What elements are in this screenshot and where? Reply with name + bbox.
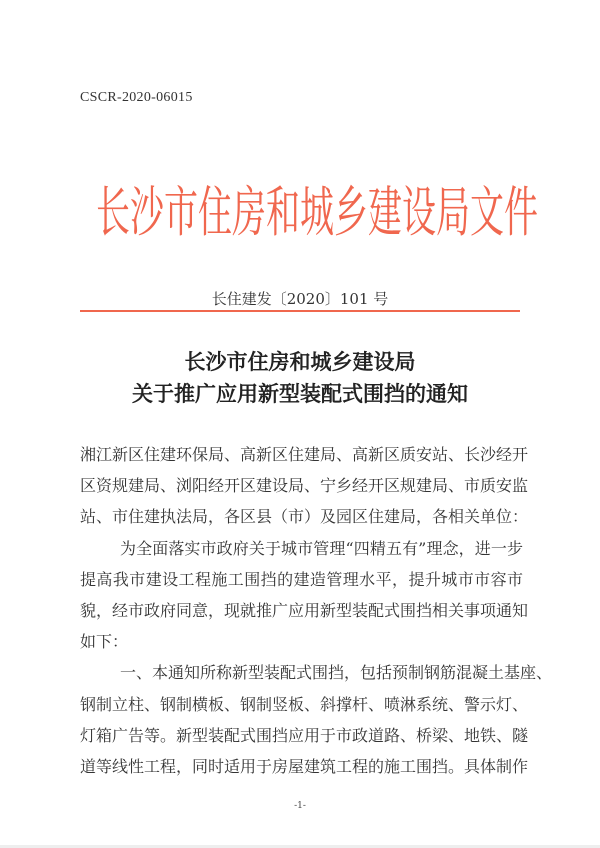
page-number: -1- [294,801,306,811]
body-line: 道等线性工程，同时适用于房屋建筑工程的施工围挡。具体制作 [80,757,529,776]
header-divider [80,310,520,312]
body-line: 一、本通知所称新型装配式围挡，包括预制钢筋混凝土基座、 [120,663,553,682]
record-code: CSCR-2020-06015 [80,90,193,105]
body-line: 为全面落实市政府关于城市管理“四精五有”理念，进一步 [120,539,523,558]
body-line: 提高我市建设工程施工围挡的建造管理水平，提升城市市容市 [80,570,523,589]
body-line: 灯箱广告等。新型装配式围挡应用于市政道路、桥梁、地铁、隧 [80,726,529,745]
document-number: 长住建发〔2020〕101 号 [211,290,389,308]
issuer-header: 长沙市住房和城乡建设局文件 [96,181,538,246]
body-line: 站、市住建执法局，各区县（市）及园区住建局，各相关单位： [80,507,529,526]
body-line: 区资规建局、浏阳经开区建设局、宁乡经开区规建局、市质安监 [80,476,529,495]
document-title-line-1: 长沙市住房和城乡建设局 [184,349,416,374]
body-line: 貌，经市政府同意，现就推广应用新型装配式围挡相关事项通知 [80,601,529,620]
body-line: 钢制立柱、钢制横板、钢制竖板、斜撑杆、喷淋系统、警示灯、 [80,695,529,714]
document-title-line-2: 关于推广应用新型装配式围挡的通知 [132,381,468,406]
body-line: 如下： [80,632,129,651]
body-line: 湘江新区住建环保局、高新区住建局、高新区质安站、长沙经开 [80,445,529,464]
